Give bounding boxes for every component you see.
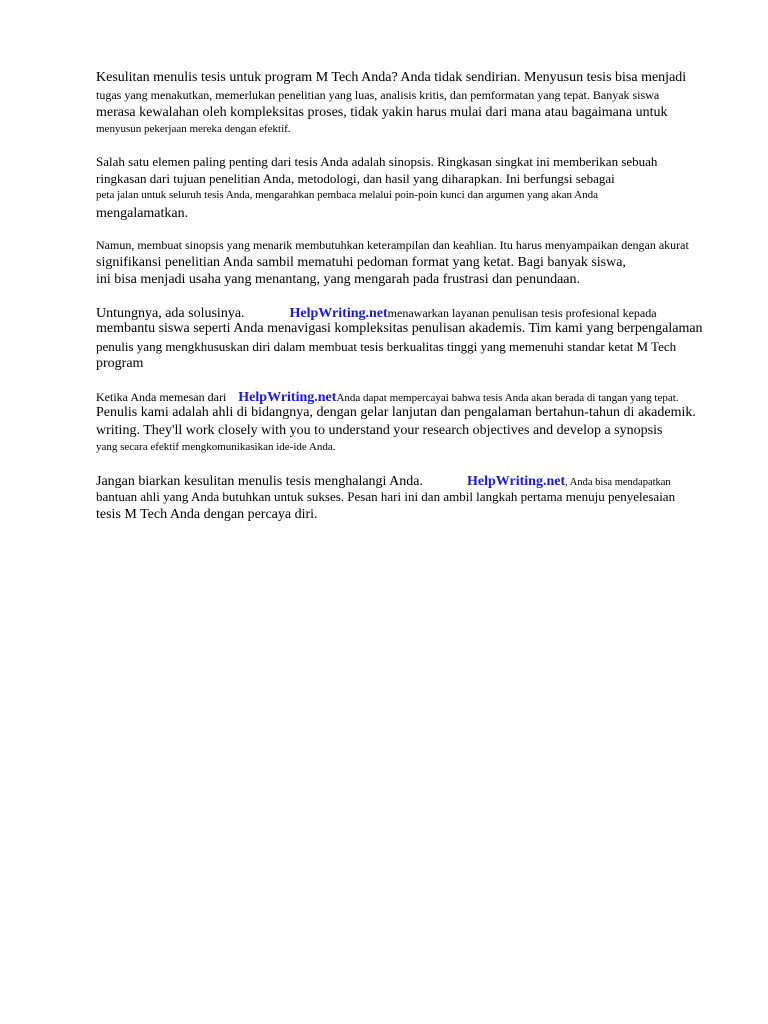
paragraph-3-line-1: Namun, membuat sinopsis yang menarik membutuhkan keterampilan dan keahlian. Itu harus menyampaikan dengan akurat — [96, 238, 689, 252]
paragraph-3-line-2: signifikansi penelitian Anda sambil mematuhi pedoman format yang ketat. Bagi banyak siswa, — [96, 255, 626, 270]
paragraph-5-line-1 — [96, 389, 679, 405]
paragraph-4-line-2: membantu siswa seperti Anda menavigasi kompleksitas penulisan akademis. Tim kami yang berpengalaman — [96, 321, 703, 336]
paragraph-6-line-3: tesis M Tech Anda dengan percaya diri. — [96, 507, 318, 522]
helpwriting-link-3[interactable]: HelpWriting.net — [466, 474, 566, 489]
paragraph-5-lead-text: Ketika Anda memesan dari — [96, 390, 227, 404]
paragraph-1-line-4: menyusun pekerjaan mereka dengan efektif. — [96, 123, 291, 135]
paragraph-1-line-2: tugas yang menakutkan, memerlukan penelitian yang luas, analisis kritis, dan pemformatan yang tepat. Banyak siswa — [96, 88, 660, 102]
paragraph-6-trail-text: , Anda bisa mendapatkan — [565, 477, 671, 488]
paragraph-4-line-1 — [96, 305, 657, 321]
paragraph-6-lead-text: Jangan biarkan kesulitan menulis tesis menghalangi Anda. — [96, 474, 423, 489]
paragraph-5-line-3: writing. They'll work closely with you to understand your research objectives and develop a synopsis — [96, 423, 663, 438]
paragraph-2-line-1: Salah satu elemen paling penting dari tesis Anda adalah sinopsis. Ringkasan singkat ini memberikan sebuah — [96, 154, 658, 169]
helpwriting-link-2[interactable]: HelpWriting.net — [238, 390, 337, 405]
paragraph-6-line-2: bantuan ahli yang Anda butuhkan untuk sukses. Pesan hari ini dan ambil langkah pertama menuju penyelesaian — [96, 489, 676, 504]
paragraph-1-line-3: merasa kewalahan oleh kompleksitas proses, tidak yakin harus mulai dari mana atau bagaimana untuk — [96, 105, 668, 120]
paragraph-4-line-3: penulis yang mengkhususkan diri dalam membuat tesis berkualitas tinggi yang memenuhi standar ketat M Tech — [96, 339, 677, 354]
paragraph-5-trail-text: Anda dapat mempercayai bahwa tesis Anda akan berada di tangan yang tepat. — [336, 392, 679, 404]
paragraph-3-line-3: ini bisa menjadi usaha yang menantang, yang mengarah pada frustrasi dan penundaan. — [96, 272, 581, 287]
paragraph-4-trail-text: menawarkan layanan penulisan tesis profesional kepada — [387, 306, 657, 320]
paragraph-2-line-4: mengalamatkan. — [96, 206, 189, 221]
helpwriting-link-1[interactable]: HelpWriting.net — [289, 306, 388, 321]
paragraph-4-line-4: program — [96, 356, 144, 371]
paragraph-5-line-2: Penulis kami adalah ahli di bidangnya, dengan gelar lanjutan dan pengalaman bertahun-tahun di akademik. — [96, 405, 696, 420]
paragraph-5-line-4: yang secara efektif mengkomunikasikan ide-ide Anda. — [96, 441, 336, 453]
paragraph-2-line-3: peta jalan untuk seluruh tesis Anda, mengarahkan pembaca melalui poin-poin kunci dan argumen yang akan Anda — [96, 189, 598, 201]
paragraph-6-line-1 — [96, 473, 671, 489]
paragraph-2-line-2: ringkasan dari tujuan penelitian Anda, metodologi, dan hasil yang diharapkan. Ini berfungsi sebagai — [96, 171, 615, 186]
paragraph-1-line-1: Kesulitan menulis tesis untuk program M Tech Anda? Anda tidak sendirian. Menyusun tesis bisa menjadi — [96, 70, 687, 85]
paragraph-4-lead-text: Untungnya, ada solusinya. — [96, 306, 245, 321]
